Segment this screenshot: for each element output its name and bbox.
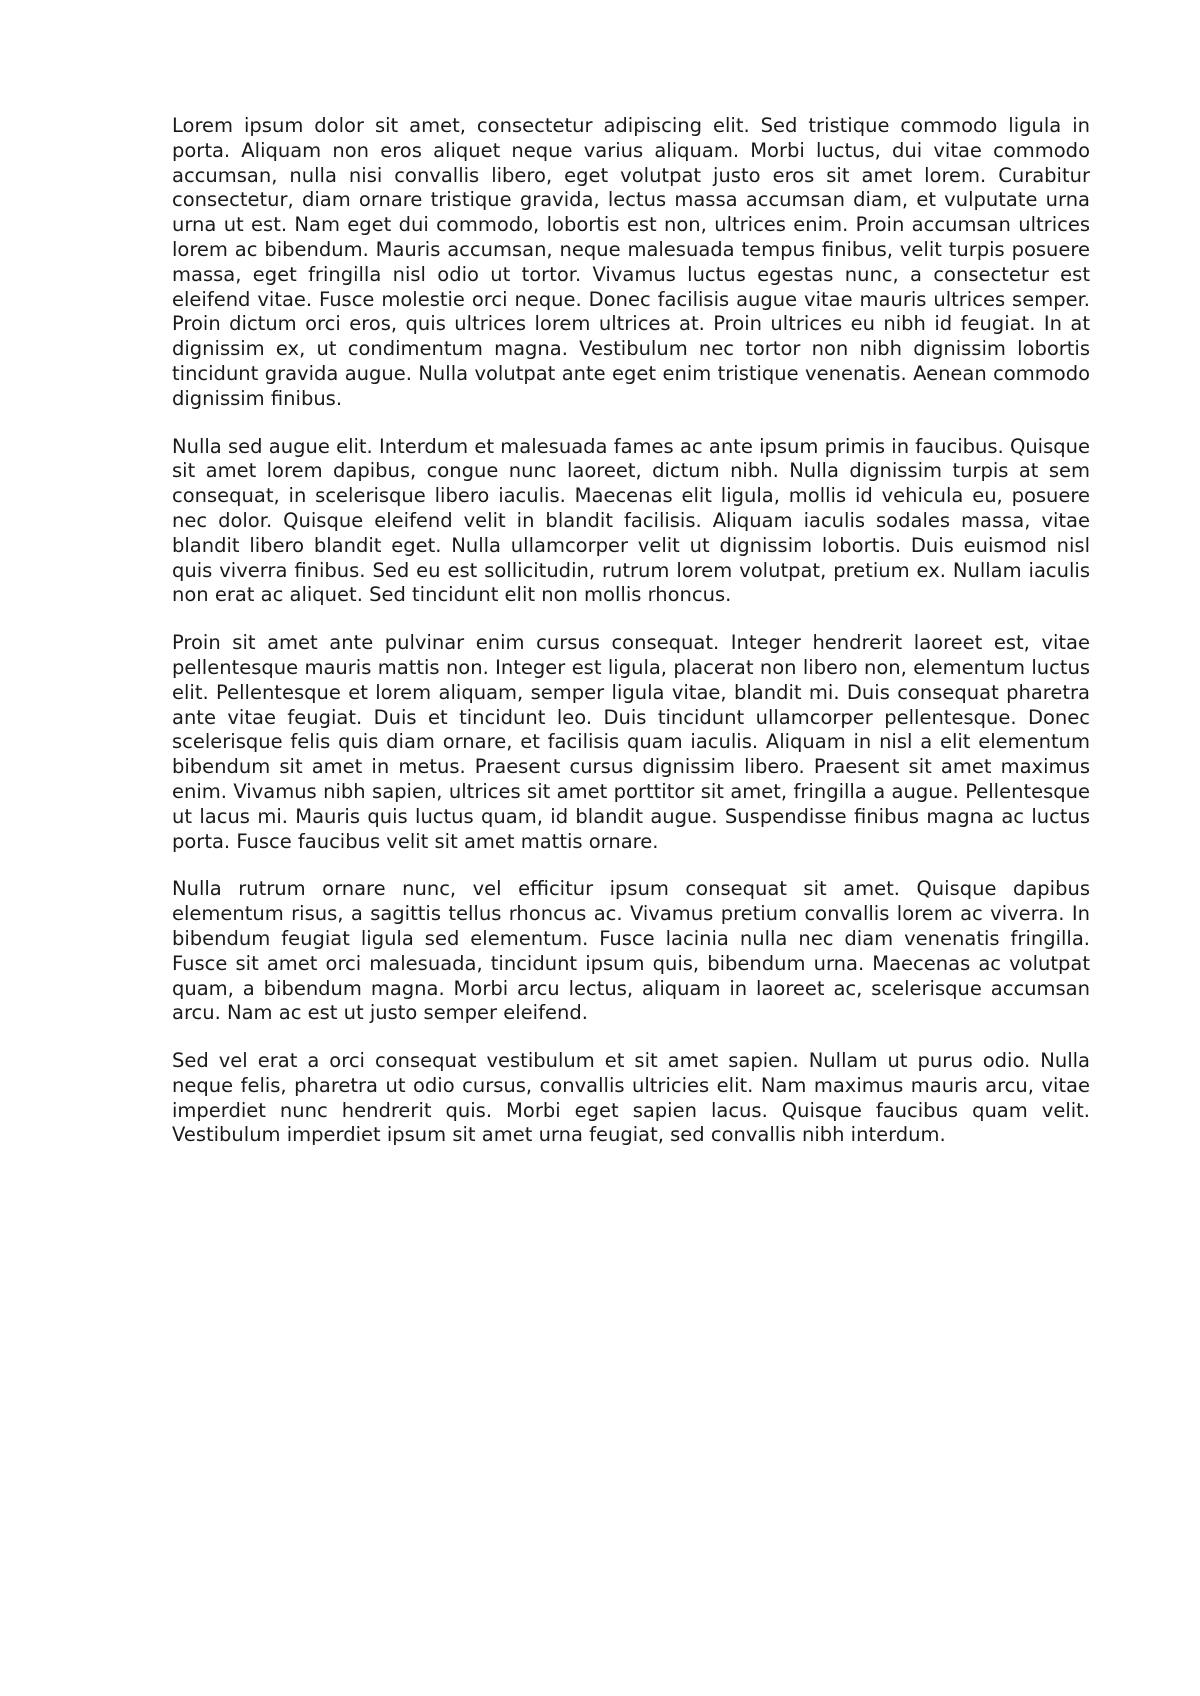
paragraph-1: Lorem ipsum dolor sit amet, consectetur adipiscing elit. Sed tristique commodo ligula in porta. Aliquam non eros aliquet neque varius aliquam. Morbi luctus, dui vitae commodo accumsan, nulla nisi convallis libero, eget volutpat justo eros sit amet lorem. Curabitur consectetur, diam ornare tristique gravida, lectus massa accumsan diam, et vulputate urna urna ut est. Nam eget dui commodo, lobortis est non, ultrices enim. Proin accumsan ultrices lorem ac bibendum. Mauris accumsan, neque malesuada tempus finibus, velit turpis posuere massa, eget fringilla nisl odio ut tortor. Vivamus luctus egestas nunc, a consectetur est eleifend vitae. Fusce molestie orci neque. Donec facilisis augue vitae mauris ultrices semper. Proin dictum orci eros, quis ultrices lorem ultrices at. Proin ultrices eu nibh id feugiat. In at dignissim ex, ut condimentum magna. Vestibulum nec tortor non nibh dignissim lobortis tincidunt gravida augue. Nulla volutpat ante eget enim tristique venenatis. Aenean commodo dignissim finibus. [172, 114, 1090, 410]
paragraph-5: Sed vel erat a orci consequat vestibulum et sit amet sapien. Nullam ut purus odio. Nulla neque felis, pharetra ut odio cursus, convallis ultricies elit. Nam maximus mauris arcu, vitae imperdiet nunc hendrerit quis. Morbi eget sapien lacus. Quisque faucibus quam velit. Vestibulum imperdiet ipsum sit amet urna feugiat, sed convallis nibh interdum. [172, 1049, 1090, 1147]
paragraph-3: Proin sit amet ante pulvinar enim cursus consequat. Integer hendrerit laoreet est, vitae pellentesque mauris mattis non. Integer est ligula, placerat non libero non, elementum luctus elit. Pellentesque et lorem aliquam, semper ligula vitae, blandit mi. Duis consequat pharetra ante vitae feugiat. Duis et tincidunt leo. Duis tincidunt ullamcorper pellentesque. Donec scelerisque felis quis diam ornare, et facilisis quam iaculis. Aliquam in nisl a elit elementum bibendum sit amet in metus. Praesent cursus dignissim libero. Praesent sit amet maximus enim. Vivamus nibh sapien, ultrices sit amet porttitor sit amet, fringilla a augue. Pellentesque ut lacus mi. Mauris quis luctus quam, id blandit augue. Suspendisse finibus magna ac luctus porta. Fusce faucibus velit sit amet mattis ornare. [172, 631, 1090, 853]
paragraph-4: Nulla rutrum ornare nunc, vel efficitur ipsum consequat sit amet. Quisque dapibus elementum risus, a sagittis tellus rhoncus ac. Vivamus pretium convallis lorem ac viverra. In bibendum feugiat ligula sed elementum. Fusce lacinia nulla nec diam venenatis fringilla. Fusce sit amet orci malesuada, tincidunt ipsum quis, bibendum urna. Maecenas ac volutpat quam, a bibendum magna. Morbi arcu lectus, aliquam in laoreet ac, scelerisque accumsan arcu. Nam ac est ut justo semper eleifend. [172, 877, 1090, 1025]
paragraph-2: Nulla sed augue elit. Interdum et malesuada fames ac ante ipsum primis in faucibus. Quisque sit amet lorem dapibus, congue nunc laoreet, dictum nibh. Nulla dignissim turpis at sem consequat, in scelerisque libero iaculis. Maecenas elit ligula, mollis id vehicula eu, posuere nec dolor. Quisque eleifend velit in blandit facilisis. Aliquam iaculis sodales massa, vitae blandit libero blandit eget. Nulla ullamcorper velit ut dignissim lobortis. Duis euismod nisl quis viverra finibus. Sed eu est sollicitudin, rutrum lorem volutpat, pretium ex. Nullam iaculis non erat ac aliquet. Sed tincidunt elit non mollis rhoncus. [172, 434, 1090, 607]
document-body [172, 114, 1090, 1171]
